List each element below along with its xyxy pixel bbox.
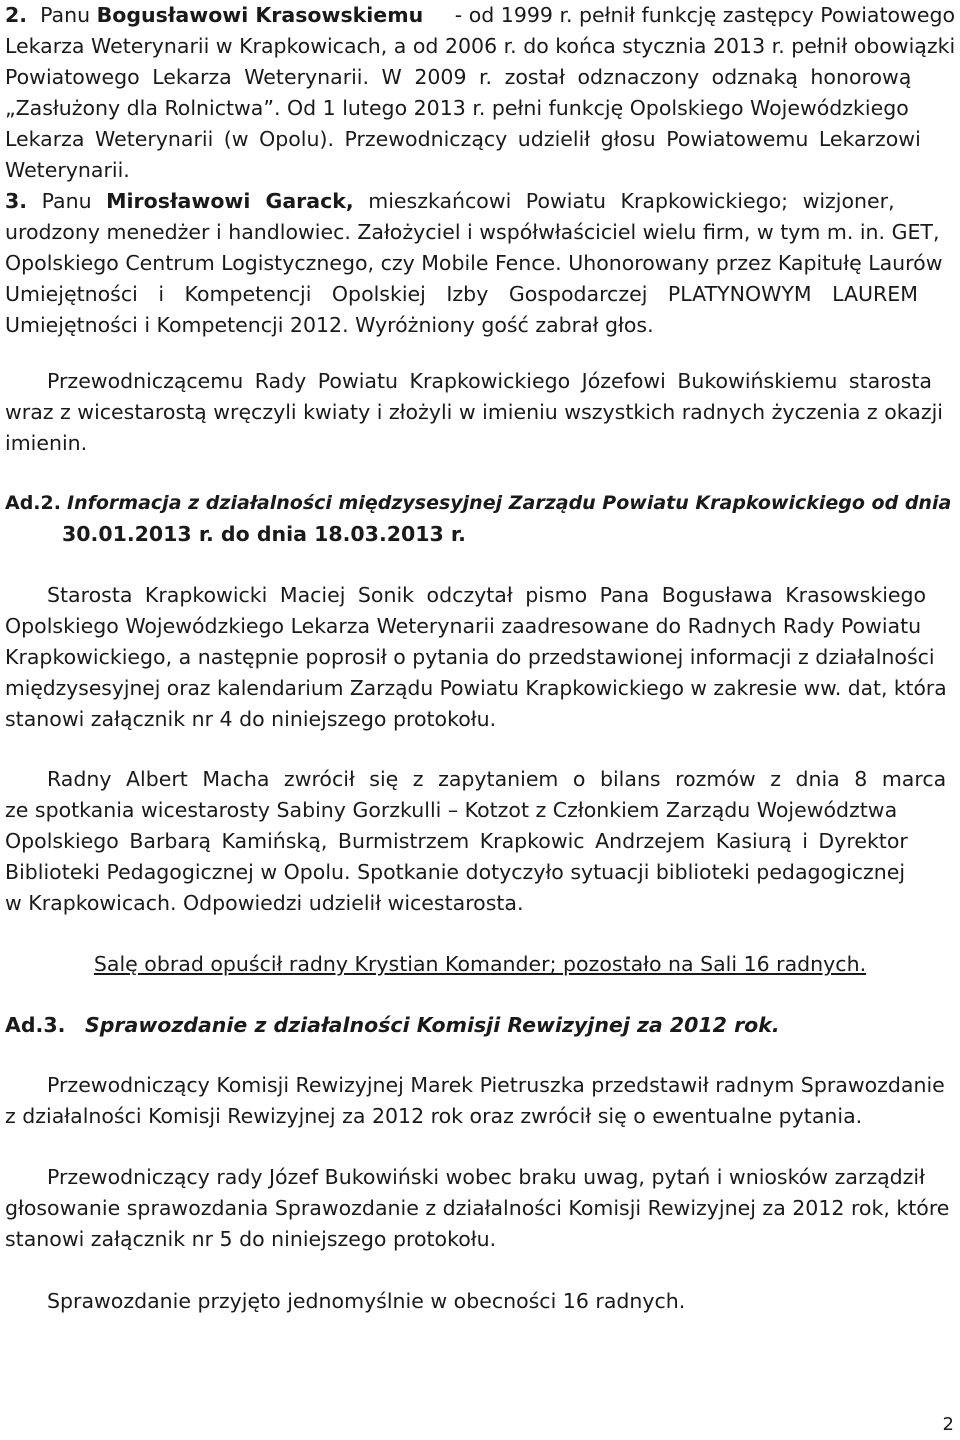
section-title: Informacja z działalności międzysesyjnej Zarządu Powiatu Krapkowickiego od dnia bbox=[67, 492, 952, 514]
item-2 bbox=[5, 0, 955, 186]
paragraph-line: ze spotkania wicestarosty Sabiny Gorzkulli – Kotzot z Członkiem Zarządu Województwa bbox=[5, 798, 898, 822]
paragraph-line: wraz z wicestarostą wręczyli kwiaty i złożyli w imieniu wszystkich radnych życzenia z okazji bbox=[5, 400, 943, 424]
item-2-line-2: Lekarza Weterynarii w Krapkowicach, a od 2006 r. do końca stycznia 2013 r. pełnił obowiązki bbox=[5, 34, 955, 58]
paragraph-line: w Krapkowicach. Odpowiedzi udzielił wicestarosta. bbox=[5, 891, 524, 915]
paragraph-line: z działalności Komisji Rewizyjnej za 2012 rok oraz zwrócił się o ewentualne pytania. bbox=[5, 1104, 863, 1128]
note-text: Salę obrad opuścił radny Krystian Komander; pozostało na Sali 16 radnych. bbox=[93, 952, 867, 976]
paragraph-line: Starosta Krapkowicki Maciej Sonik odczytał pismo Pana Bogusława Krasowskiego bbox=[47, 583, 927, 607]
item-3-line-3: Opolskiego Centrum Logistycznego, czy Mobile Fence. Uhonorowany przez Kapitułę Laurów bbox=[5, 251, 943, 275]
page-number: 2 bbox=[942, 1414, 954, 1435]
item-2-line-1 bbox=[5, 0, 955, 31]
paragraph-line: Opolskiego Barbarą Kamińską, Burmistrzem Krapkowic Andrzejem Kasiurą i Dyrektor bbox=[5, 829, 908, 853]
paragraph-line: Radny Albert Macha zwrócił się z zapytaniem o bilans rozmów z dnia 8 marca bbox=[47, 767, 947, 791]
paragraph-flowers bbox=[5, 366, 955, 459]
section-label: Ad.2. bbox=[5, 492, 61, 514]
paragraph-pietruszka bbox=[5, 1070, 955, 1132]
paragraph-line: stanowi załącznik nr 4 do niniejszego protokołu. bbox=[5, 707, 497, 731]
paragraph-vote bbox=[5, 1162, 955, 1255]
paragraph-line: głosowanie sprawozdania Sprawozdanie z działalności Komisji Rewizyjnej za 2012 rok, które bbox=[5, 1196, 950, 1220]
section-label: Ad.3. bbox=[5, 1013, 66, 1037]
paragraph-line: Krapkowickiego, a następnie poprosił o pytania do przedstawionej informacji z działalności bbox=[5, 645, 935, 669]
section-title: Sprawozdanie z działalności Komisji Rewizyjnej za 2012 rok. bbox=[84, 1013, 780, 1037]
paragraph-line: Opolskiego Wojewódzkiego Lekarza Weterynarii zaadresowane do Radnych Rady Powiatu bbox=[5, 614, 922, 638]
paragraph-accepted bbox=[5, 1286, 955, 1317]
paragraph-line: stanowi załącznik nr 5 do niniejszego protokołu. bbox=[5, 1227, 497, 1251]
section-title-dates: 30.01.2013 r. do dnia 18.03.2013 r. bbox=[62, 522, 466, 546]
item-text: mieszkańcowi Powiatu Krapkowickiego; wizjoner, bbox=[368, 189, 895, 213]
item-3 bbox=[5, 186, 955, 341]
person-name: Mirosławowi Garack, bbox=[106, 189, 354, 213]
item-text: Panu bbox=[41, 189, 92, 213]
section-ad3-heading bbox=[5, 1010, 955, 1041]
paragraph-macha bbox=[5, 764, 955, 919]
item-2-line-4: „Zasłużony dla Rolnictwa”. Od 1 lutego 2013 r. pełni funkcję Opolskiego Wojewódzkiego bbox=[5, 96, 909, 120]
item-2-line-3: Powiatowego Lekarza Weterynarii. W 2009 r. został odznaczony odznaką honorową bbox=[5, 65, 912, 89]
item-3-line-1 bbox=[5, 186, 955, 217]
item-2-line-5: Lekarza Weterynarii (w Opolu). Przewodniczący udzielił głosu Powiatowemu Lekarzowi bbox=[5, 127, 921, 151]
paragraph-line: Przewodniczący Komisji Rewizyjnej Marek Pietruszka przedstawił radnym Sprawozdanie bbox=[47, 1073, 945, 1097]
paragraph-line: Przewodniczącemu Rady Powiatu Krapkowickiego Józefowi Bukowińskiemu starosta bbox=[47, 369, 932, 393]
item-3-line-4: Umiejętności i Kompetencji Opolskiej Izby Gospodarczej PLATYNOWYM LAUREM bbox=[5, 282, 918, 306]
item-number: 3. bbox=[5, 189, 28, 213]
note-departure bbox=[5, 949, 955, 980]
paragraph-line: Przewodniczący rady Józef Bukowiński wobec braku uwag, pytań i wniosków zarządził bbox=[47, 1165, 925, 1189]
person-name: Bogusławowi Krasowskiemu bbox=[96, 3, 424, 27]
paragraph-starosta bbox=[5, 580, 955, 735]
item-text: Panu bbox=[40, 3, 91, 27]
paragraph-line: imienin. bbox=[5, 431, 88, 455]
item-3-line-5: Umiejętności i Kompetencji 2012. Wyróżniony gość zabrał głos. bbox=[5, 313, 654, 337]
section-ad2-heading bbox=[5, 488, 955, 550]
paragraph-line: międzysesyjnej oraz kalendarium Zarządu Powiatu Krapkowickiego w zakresie ww. dat, która bbox=[5, 676, 947, 700]
item-3-line-2: urodzony menedżer i handlowiec. Założyciel i współwłaściciel wielu firm, w tym m. in. GET, bbox=[5, 220, 940, 244]
item-number: 2. bbox=[5, 3, 28, 27]
item-2-line-6: Weterynarii. bbox=[5, 158, 130, 182]
item-text: - od 1999 r. pełnił funkcję zastępcy Powiatowego bbox=[454, 3, 955, 27]
paragraph-line: Sprawozdanie przyjęto jednomyślnie w obecności 16 radnych. bbox=[47, 1289, 686, 1313]
paragraph-line: Biblioteki Pedagogicznej w Opolu. Spotkanie dotyczyło sytuacji biblioteki pedagogicznej bbox=[5, 860, 906, 884]
